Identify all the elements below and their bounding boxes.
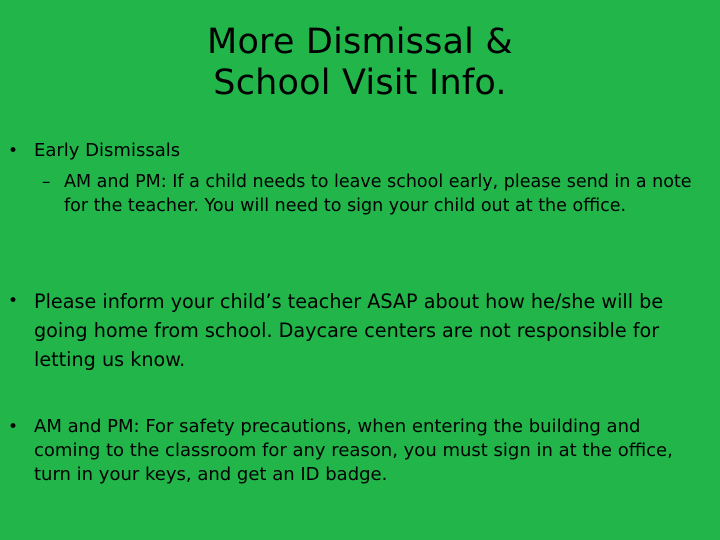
sub-bullet-marker: – bbox=[42, 172, 51, 192]
title-line-1: More Dismissal & bbox=[207, 22, 513, 62]
bullet-text: Early Dismissals bbox=[34, 140, 181, 161]
bullet-text: Please inform your child’s teacher ASAP about how he/she will be going home from school. Daycare centers are not responsible for letting us know. bbox=[34, 290, 664, 371]
slide-title bbox=[0, 22, 720, 104]
sub-bullet-am-pm-early-leave bbox=[42, 170, 714, 218]
sub-bullet-text: AM and PM: If a child needs to leave school early, please send in a note for the teacher. You will need to sign your child out at the office. bbox=[64, 172, 692, 216]
bullet-marker: • bbox=[8, 291, 19, 311]
bullet-inform-teacher bbox=[8, 287, 708, 374]
bullet-safety-precautions bbox=[8, 415, 708, 487]
bullet-marker: • bbox=[8, 141, 19, 161]
bullet-text: AM and PM: For safety precautions, when entering the building and coming to the classroom for any reason, you must sign in at the office, turn in your keys, and get an ID badge. bbox=[34, 416, 673, 485]
bullet-marker: • bbox=[8, 417, 19, 437]
title-line-2: School Visit Info. bbox=[213, 63, 507, 103]
bullet-early-dismissals bbox=[8, 139, 708, 163]
